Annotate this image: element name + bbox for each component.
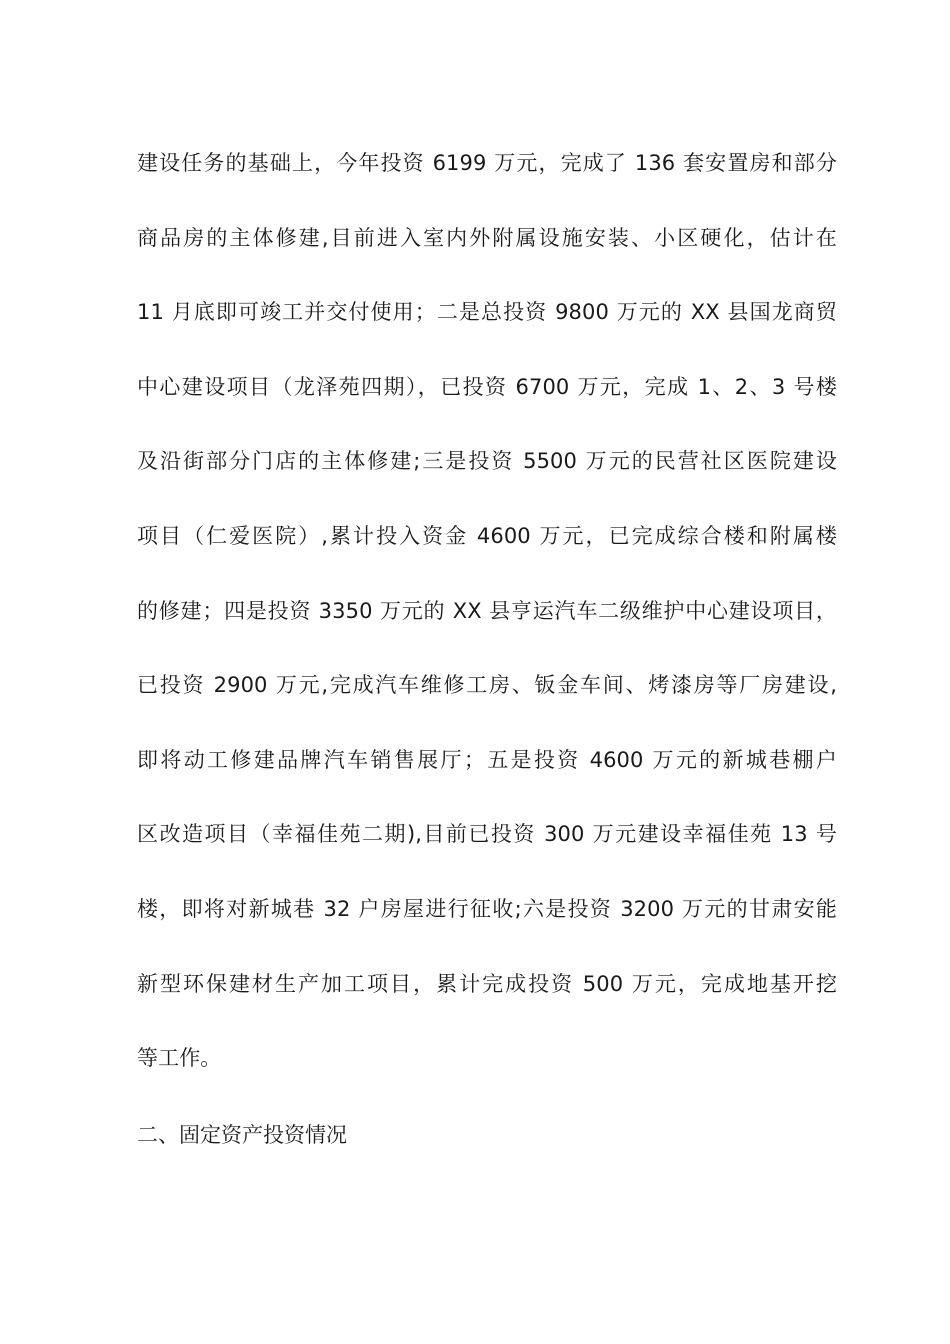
paragraph-line-13: 等工作。 — [137, 1046, 222, 1071]
paragraph-line-10: 区改造项目（幸福佳苑二期),目前已投资 300 万元建设幸福佳苑 13 号 — [137, 822, 837, 847]
paragraph-line-2: 商品房的主体修建,目前进入室内外附属设施安装、小区硬化，估计在 — [137, 225, 837, 250]
body-paragraph — [137, 142, 837, 1112]
paragraph-line-1: 建设任务的基础上，今年投资 6199 万元，完成了 136 套安置房和部分 — [137, 151, 837, 175]
section-heading: 二、固定资产投资情况 — [137, 1123, 347, 1147]
paragraph-line-11: 楼，即将对新城巷 32 户房屋进行征收;六是投资 3200 万元的甘肃安能 — [137, 896, 837, 921]
paragraph-line-12: 新型环保建材生产加工项目，累计完成投资 500 万元，完成地基开挖 — [137, 971, 837, 996]
paragraph-line-4: 中心建设项目（龙泽苑四期），已投资 6700 万元，完成 1、2、3 号楼 — [137, 374, 837, 399]
paragraph-line-7: 的修建；四是投资 3350 万元的 XX 县亨运汽车二级维护中心建设项目， — [137, 598, 837, 623]
paragraph-line-6: 项目（仁爱医院）,累计投入资金 4600 万元，已完成综合楼和附属楼 — [137, 523, 837, 548]
paragraph-line-3: 11 月底即可竣工并交付使用；二是总投资 9800 万元的 XX 县国龙商贸 — [137, 300, 837, 325]
paragraph-line-9: 即将动工修建品牌汽车销售展厅；五是投资 4600 万元的新城巷棚户 — [137, 747, 837, 772]
paragraph-line-5: 及沿街部分门店的主体修建;三是投资 5500 万元的民营社区医院建设 — [137, 449, 837, 474]
paragraph-line-8: 已投资 2900 万元,完成汽车维修工房、钣金车间、烤漆房等厂房建设, — [137, 673, 837, 698]
